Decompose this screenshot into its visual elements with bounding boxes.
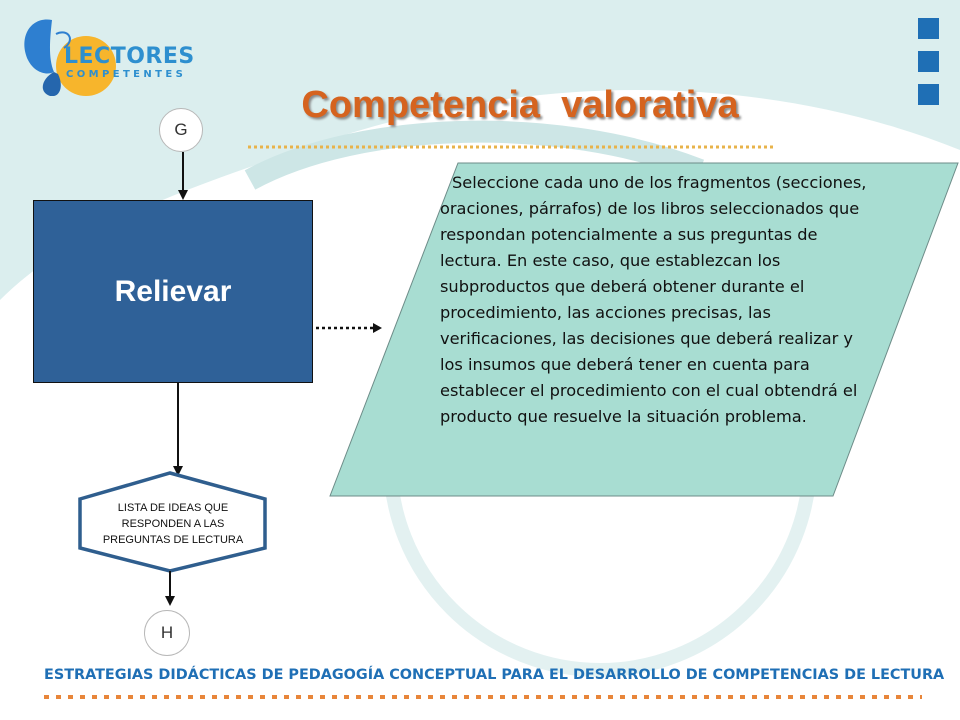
connector-h	[144, 610, 190, 656]
corner-square-3	[918, 84, 939, 105]
connector-g	[159, 108, 203, 152]
arrow-output-to-h-head	[165, 596, 175, 606]
connector-h-label: H	[160, 623, 174, 642]
butterfly-wing-upper	[24, 20, 54, 74]
corner-square-1	[918, 18, 939, 39]
footer-title: ESTRATEGIAS DIDÁCTICAS DE PEDAGOGÍA CONCEPTUAL PARA EL DESARROLLO DE COMPETENCIAS DE LECTURA	[44, 667, 945, 683]
description-text: Seleccione cada uno de los fragmentos (secciones, oraciones, párrafos) de los libros seleccionados que respondan potencialmente a sus preguntas de lectura. En este caso, que establezcan los subproductos que deberá obtener durante el procedimiento, las acciones precisas, las verificaciones, las decisiones que deberá realizar y los insumos que deberá tener en cuenta para establecer el procedimiento con el cual obtendrá el producto que resuelve la situación problema.	[440, 173, 867, 426]
logo-wordmark-secondary: COMPETENTES	[66, 69, 187, 80]
butterfly-wing-lower	[43, 72, 61, 96]
corner-square-2	[918, 51, 939, 72]
logo-wordmark-primary: LECTORES	[64, 44, 195, 69]
dotted-arrow-to-description-head	[373, 323, 382, 333]
connector-g-label: G	[174, 120, 188, 139]
output-label: LISTA DE IDEAS QUE RESPONDEN A LAS PREGUNTAS DE LECTURA	[102, 502, 244, 546]
logo	[12, 14, 195, 96]
slide-title: Competencia valorativa	[301, 84, 739, 126]
process-box-relievar	[33, 200, 313, 383]
process-label: Relievar	[114, 274, 232, 308]
arrow-g-to-process-head	[178, 190, 188, 200]
